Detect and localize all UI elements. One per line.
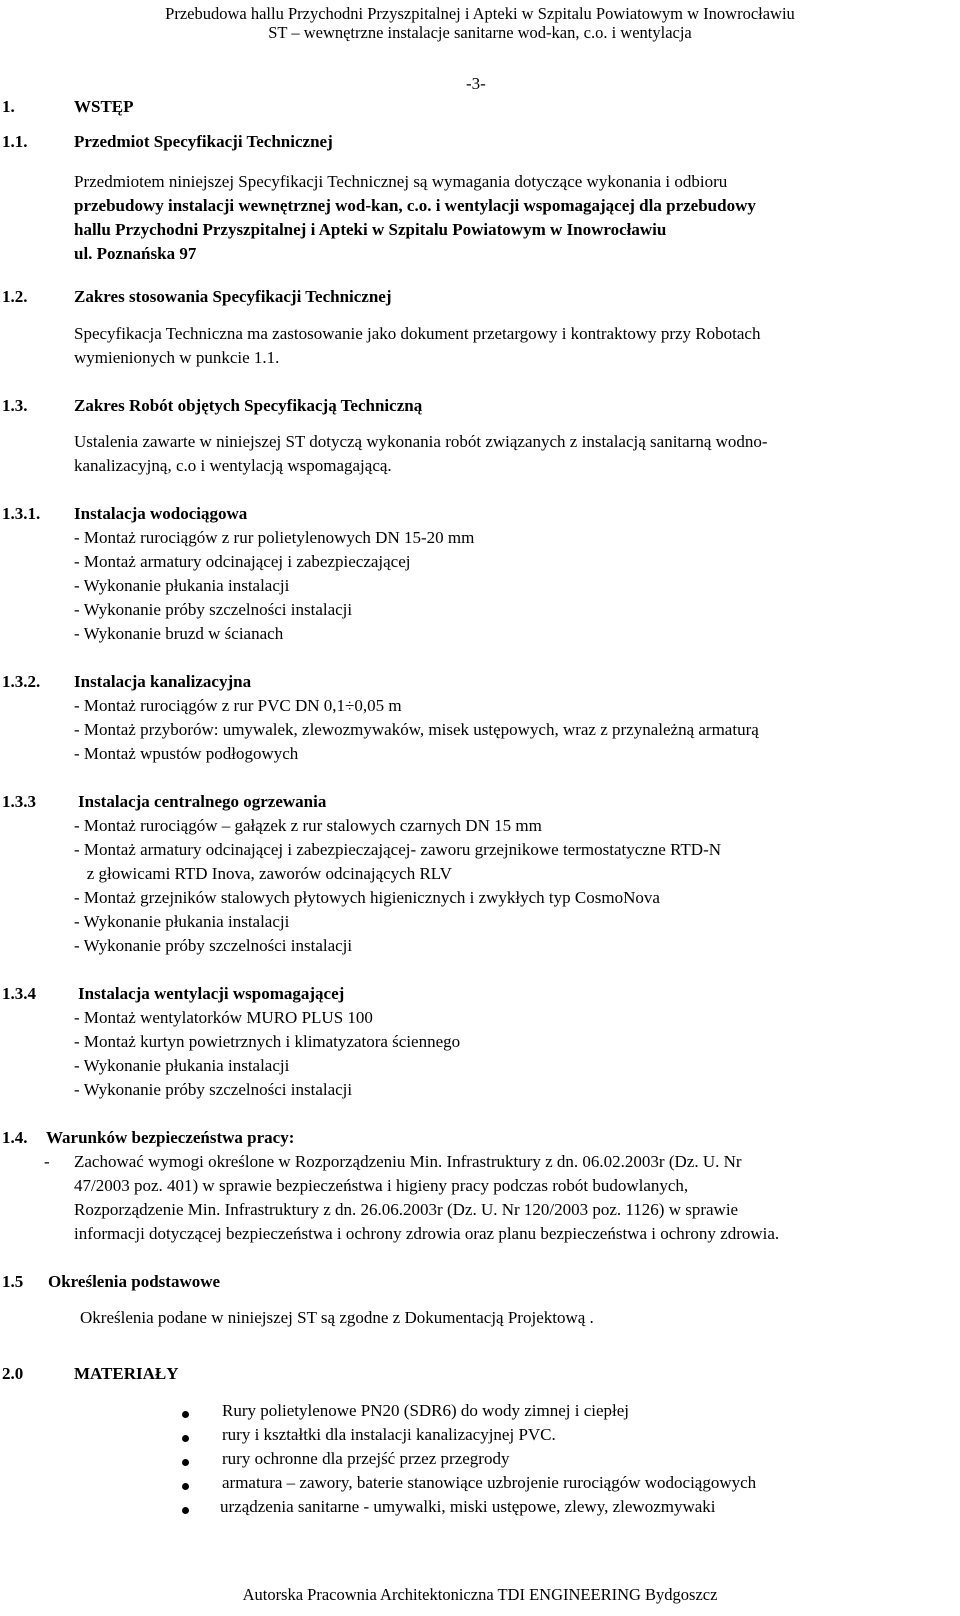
section-1-1-line: przebudowy instalacji wewnętrznej wod-kan, c.o. i wentylacji wspomagającej dla przebudowy	[74, 196, 756, 215]
bullet-icon	[182, 1459, 189, 1466]
list-item: - Wykonanie próby szczelności instalacji	[74, 1080, 353, 1099]
material-item: rury i kształtki dla instalacji kanalizacyjnej PVC.	[222, 1425, 556, 1444]
list-item: - Wykonanie płukania instalacji	[74, 1056, 290, 1075]
list-item: - Wykonanie bruzd w ścianach	[74, 624, 284, 643]
section-1-4-line: informacji dotyczącej bezpieczeństwa i ochrony zdrowia oraz planu bezpieczeństwa i ochrony zdrowia.	[74, 1224, 780, 1243]
section-1-1-title: Przedmiot Specyfikacji Technicznej	[74, 132, 333, 151]
section-1-5-number: 1.5	[2, 1272, 24, 1291]
section-1-3-line: kanalizacyjną, c.o i wentylacją wspomagającą.	[74, 456, 392, 475]
bullet-icon	[182, 1483, 189, 1490]
list-item: - Montaż rurociągów z rur polietylenowych DN 15-20 mm	[74, 528, 475, 547]
section-1-4-line: Rozporządzenie Min. Infrastruktury z dn. 26.06.2003r (Dz. U. Nr 120/2003 poz. 1126) w sprawie	[74, 1200, 739, 1219]
list-item: - Montaż armatury odcinającej i zabezpieczającej- zaworu grzejnikowe termostatyczne RTD-N	[74, 840, 722, 859]
section-1-5-title: Określenia podstawowe	[48, 1272, 221, 1291]
list-item: - Montaż wpustów podłogowych	[74, 744, 299, 763]
section-1-3-line: Ustalenia zawarte w niniejszej ST dotyczą wykonania robót związanych z instalacją sanitarną wodno-	[74, 432, 768, 451]
list-item: - Wykonanie płukania instalacji	[74, 912, 290, 931]
list-item: - Montaż rurociągów z rur PVC DN 0,1÷0,05 m	[74, 696, 402, 715]
section-1-3-4-title: Instalacja wentylacji wspomagającej	[78, 984, 345, 1003]
section-1-3-1-number: 1.3.1.	[2, 504, 41, 523]
section-1-3-3-title: Instalacja centralnego ogrzewania	[78, 792, 327, 811]
bullet-icon	[182, 1411, 189, 1418]
bullet-icon	[182, 1435, 189, 1442]
page-number: -3-	[466, 74, 486, 93]
list-item: z głowicami RTD Inova, zaworów odcinających RLV	[74, 864, 452, 883]
list-item: - Wykonanie płukania instalacji	[74, 576, 290, 595]
material-item: Rury polietylenowe PN20 (SDR6) do wody zimnej i ciepłej	[222, 1401, 629, 1420]
list-item: - Wykonanie próby szczelności instalacji	[74, 600, 353, 619]
section-1-3-4-number: 1.3.4	[2, 984, 36, 1003]
list-item: - Montaż przyborów: umywalek, zlewozmywaków, misek ustępowych, wraz z przynależną armaturą	[74, 720, 759, 739]
section-2-0-number: 2.0	[2, 1364, 24, 1383]
section-1-2-line: Specyfikacja Techniczna ma zastosowanie jako dokument przetargowy i kontraktowy przy Robotach	[74, 324, 761, 343]
section-1-2-line: wymienionych w punkcie 1.1.	[74, 348, 280, 367]
list-item: - Montaż rurociągów – gałązek z rur stalowych czarnych DN 15 mm	[74, 816, 542, 835]
section-1-1-line: Przedmiotem niniejszej Specyfikacji Technicznej są wymagania dotyczące wykonania i odbioru	[74, 172, 728, 191]
material-item: urządzenia sanitarne - umywalki, miski ustępowe, zlewy, zlewozmywaki	[220, 1497, 716, 1516]
section-1-4-line: Zachować wymogi określone w Rozporządzeniu Min. Infrastruktury z dn. 06.02.2003r (Dz. U. Nr	[74, 1152, 742, 1171]
list-item: - Montaż grzejników stalowych płytowych higienicznych i zwykłych typ CosmoNova	[74, 888, 660, 907]
section-1-3-number: 1.3.	[2, 396, 28, 415]
section-1-3-2-title: Instalacja kanalizacyjna	[74, 672, 252, 691]
section-1-1-number: 1.1.	[2, 132, 28, 151]
section-1-2-number: 1.2.	[2, 287, 28, 306]
header-title: Przebudowa hallu Przychodni Przyszpitalnej i Apteki w Szpitalu Powiatowym w Inowrocławiu	[165, 4, 795, 23]
section-2-0-title: MATERIAŁY	[74, 1364, 179, 1383]
section-1-3-1-title: Instalacja wodociągowa	[74, 504, 248, 523]
section-1-3-title: Zakres Robót objętych Specyfikacją Techniczną	[74, 396, 423, 415]
list-item: - Montaż kurtyn powietrznych i klimatyzatora ściennego	[74, 1032, 461, 1051]
section-1-5-text: Określenia podane w niniejszej ST są zgodne z Dokumentacją Projektową .	[80, 1308, 594, 1327]
list-item: - Montaż armatury odcinającej i zabezpieczającej	[74, 552, 411, 571]
list-item: - Wykonanie próby szczelności instalacji	[74, 936, 353, 955]
footer-text: Autorska Pracownia Architektoniczna TDI ENGINEERING Bydgoszcz	[242, 1585, 718, 1604]
section-1-3-2-number: 1.3.2.	[2, 672, 41, 691]
material-item: armatura – zawory, baterie stanowiące uzbrojenie rurociągów wodociągowych	[222, 1473, 757, 1492]
bullet-icon	[182, 1507, 189, 1514]
section-1-4-number: 1.4.	[2, 1128, 28, 1147]
section-1-3-3-number: 1.3.3	[2, 792, 36, 811]
section-1-1-line: ul. Poznańska 97	[74, 244, 197, 263]
section-1-4-line: 47/2003 poz. 401) w sprawie bezpieczeństwa i higieny pracy podczas robót budowlanych,	[74, 1176, 689, 1195]
section-1-4-dash: -	[44, 1152, 50, 1171]
material-item: rury ochronne dla przejść przez przegrody	[222, 1449, 510, 1468]
section-1-1-line: hallu Przychodni Przyszpitalnej i Apteki w Szpitalu Powiatowym w Inowrocławiu	[74, 220, 667, 239]
section-1-4-title: Warunków bezpieczeństwa pracy:	[46, 1128, 295, 1147]
section-1-2-title: Zakres stosowania Specyfikacji Technicznej	[74, 287, 392, 306]
section-1-number: 1.	[2, 97, 15, 116]
header-subtitle: ST – wewnętrzne instalacje sanitarne wod-kan, c.o. i wentylacja	[268, 23, 692, 42]
list-item: - Montaż wentylatorków MURO PLUS 100	[74, 1008, 373, 1027]
section-1-title: WSTĘP	[74, 97, 134, 116]
